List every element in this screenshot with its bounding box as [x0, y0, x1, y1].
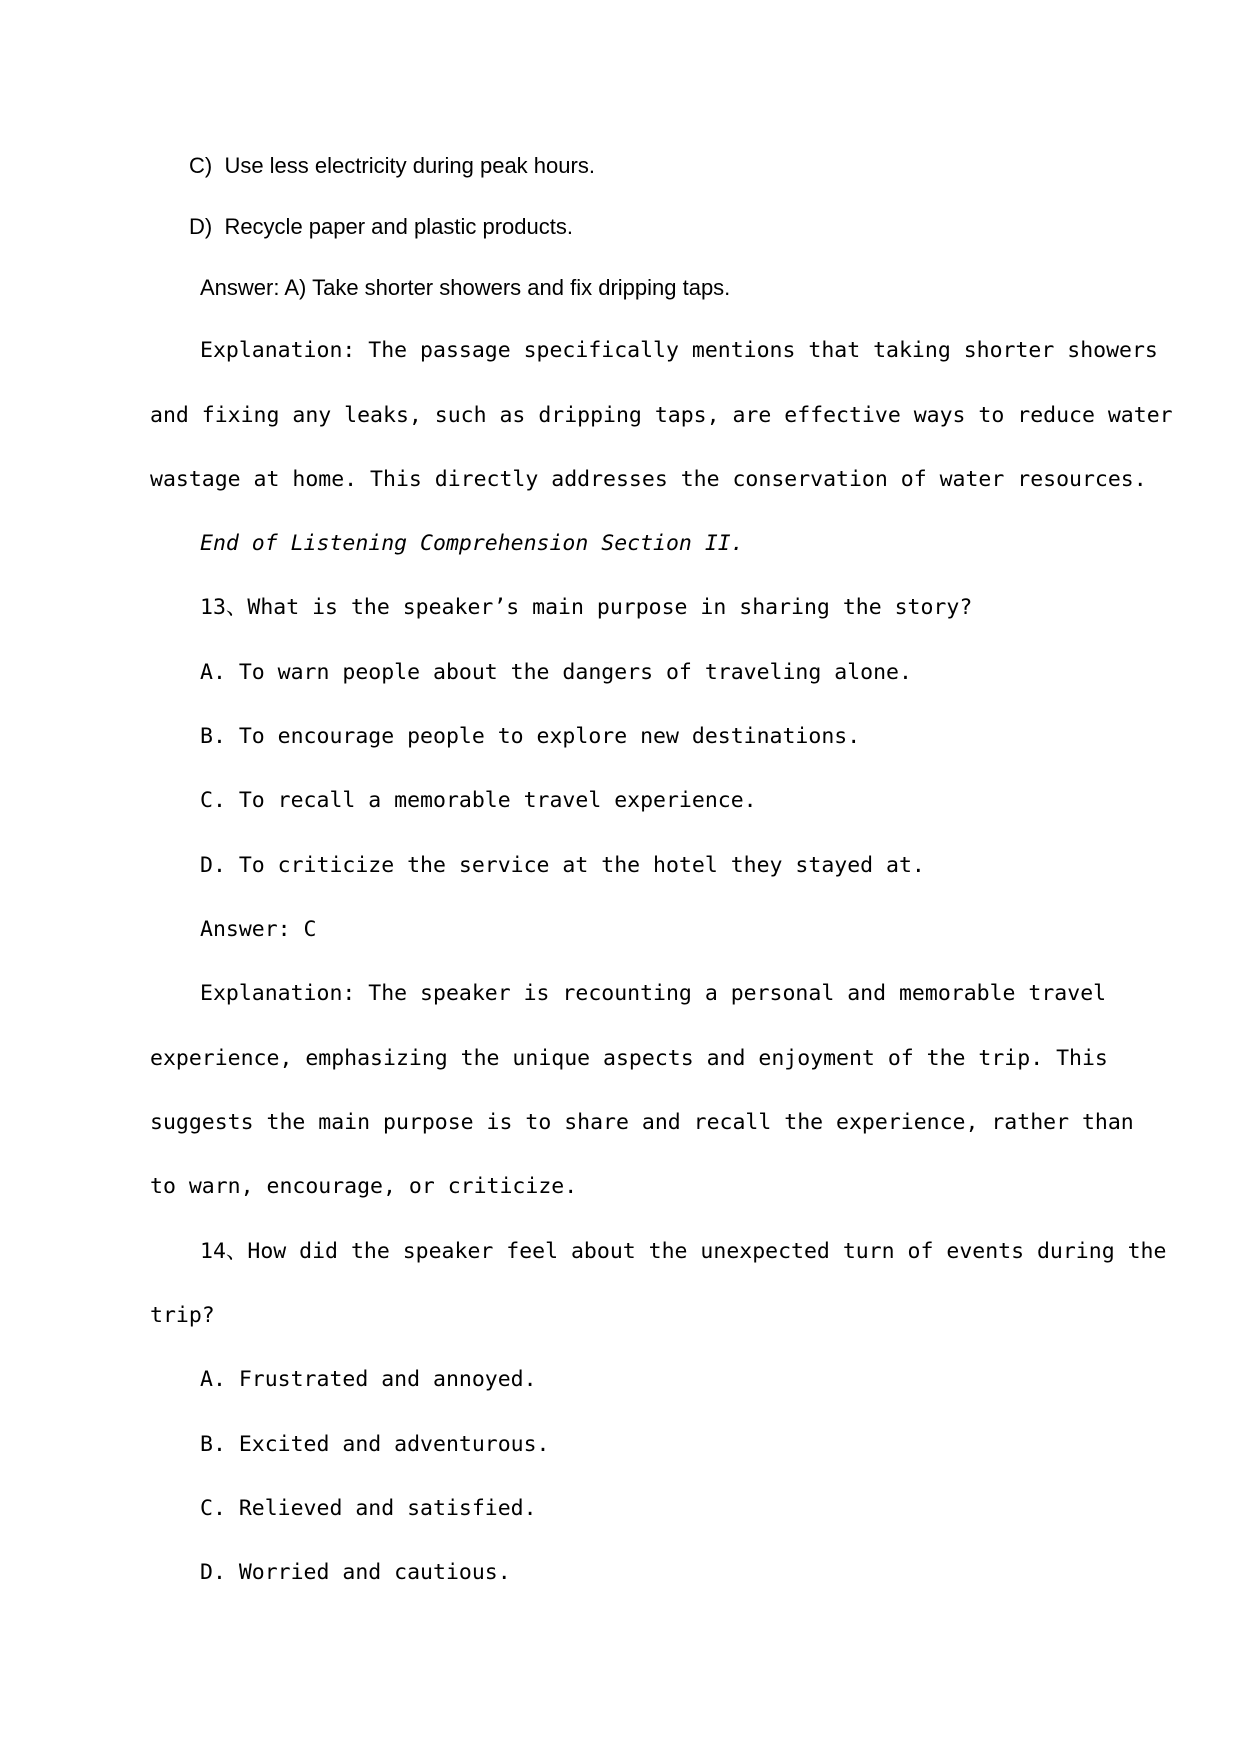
q14-option-c: C. Relieved and satisfied.	[200, 1496, 537, 1521]
q14-option-d: D. Worried and cautious.	[200, 1560, 511, 1585]
q13-answer: Answer: C	[200, 917, 317, 942]
section-end-note: End of Listening Comprehension Section II.	[200, 531, 744, 556]
q13-explanation-line-3: suggests the main purpose is to share and recall the experience, rather than	[150, 1110, 1134, 1135]
prev-option-c: C) Use less electricity during peak hours.	[189, 153, 595, 178]
q13-option-a: A. To warn people about the dangers of traveling alone.	[200, 660, 912, 685]
q13-question: 13、What is the speaker’s main purpose in sharing the story?	[200, 595, 973, 620]
q13-option-b: B. To encourage people to explore new destinations.	[200, 724, 861, 749]
q13-explanation-line-4: to warn, encourage, or criticize.	[150, 1174, 578, 1199]
prev-option-d: D) Recycle paper and plastic products.	[189, 214, 573, 239]
q13-option-d: D. To criticize the service at the hotel they stayed at.	[200, 853, 925, 878]
q13-explanation-line-2: experience, emphasizing the unique aspects and enjoyment of the trip. This	[150, 1046, 1108, 1071]
q13-option-c: C. To recall a memorable travel experience.	[200, 788, 757, 813]
prev-answer: Answer: A) Take shorter showers and fix dripping taps.	[200, 275, 731, 300]
q14-option-a: A. Frustrated and annoyed.	[200, 1367, 537, 1392]
q13-explanation-line-1: Explanation: The speaker is recounting a personal and memorable travel	[200, 981, 1107, 1006]
q14-question-line-2: trip?	[150, 1303, 215, 1328]
q14-question-line-1: 14、How did the speaker feel about the unexpected turn of events during the	[200, 1239, 1167, 1264]
prev-explanation-line-1: Explanation: The passage specifically mentions that taking shorter showers	[200, 338, 1158, 363]
prev-explanation-line-3: wastage at home. This directly addresses the conservation of water resources.	[150, 467, 1147, 492]
q14-option-b: B. Excited and adventurous.	[200, 1432, 550, 1457]
prev-explanation-line-2: and fixing any leaks, such as dripping taps, are effective ways to reduce water	[150, 403, 1173, 428]
